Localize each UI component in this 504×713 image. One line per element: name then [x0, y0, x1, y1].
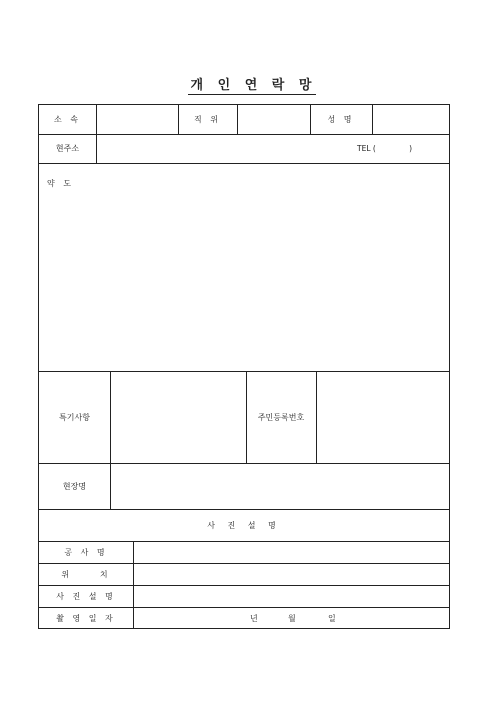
affiliation-field[interactable] — [96, 105, 178, 134]
position-label: 직 위 — [194, 115, 221, 124]
photo-desc-field[interactable] — [133, 585, 449, 607]
remarks-label: 특기사항 — [59, 412, 90, 422]
location-label: 위 치 — [61, 569, 111, 579]
resident-id-field[interactable] — [316, 371, 449, 463]
position-field[interactable] — [237, 105, 310, 134]
form-title: 개 인 연 락 망 — [0, 74, 504, 93]
site-name-field[interactable] — [110, 463, 449, 509]
tel-text: TEL ( ) — [357, 144, 413, 153]
date-day-unit: 일 — [328, 614, 339, 623]
date-year-unit: 년 — [250, 614, 261, 623]
date-month-unit: 월 — [288, 614, 299, 623]
photo-description-header: 사 진 설 명 — [207, 520, 281, 530]
name-field[interactable] — [372, 105, 449, 134]
contact-form-table — [38, 104, 450, 629]
resident-id-label: 주민등록번호 — [257, 412, 305, 422]
map-label: 약 도 — [47, 179, 74, 188]
map-area[interactable] — [39, 163, 449, 371]
address-label: 현주소 — [55, 144, 80, 153]
photo-desc-label: 사 진 설 명 — [56, 591, 116, 601]
project-name-label: 공 사 명 — [64, 547, 108, 557]
project-name-field[interactable] — [133, 541, 449, 563]
location-field[interactable] — [133, 563, 449, 585]
remarks-field[interactable] — [110, 371, 246, 463]
name-label: 성 명 — [327, 115, 355, 124]
date-label: 촬 영 일 자 — [56, 613, 116, 623]
site-name-label: 현장명 — [62, 481, 87, 491]
affiliation-label: 소 속 — [54, 115, 81, 124]
